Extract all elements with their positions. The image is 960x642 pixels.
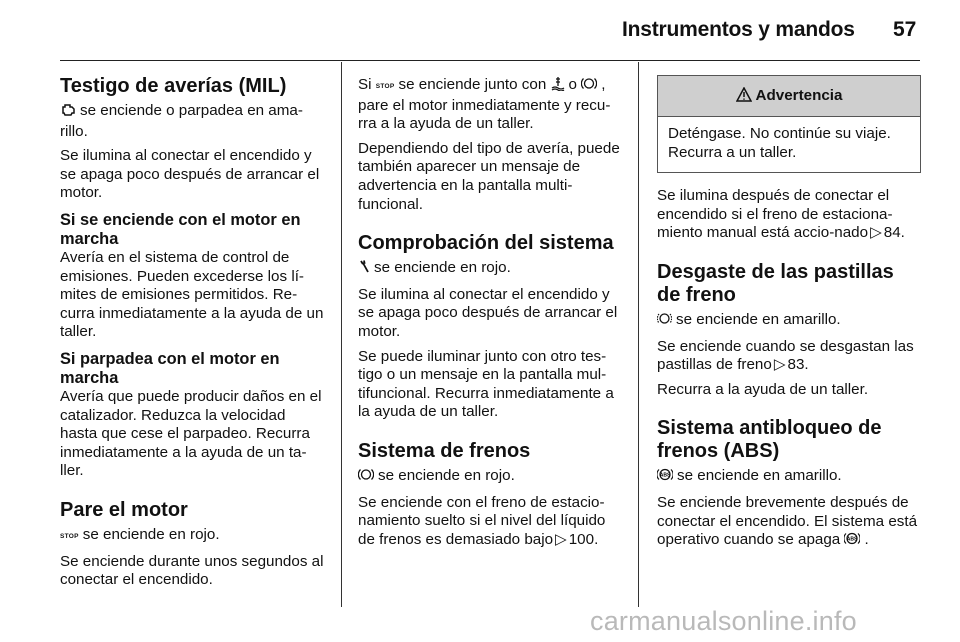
warning-header — [658, 76, 920, 117]
brake-warning-icon — [358, 467, 374, 488]
svg-text:ABS: ABS — [847, 536, 858, 543]
warning-box — [657, 75, 921, 173]
brake-system-heading: Sistema de frenos — [358, 439, 531, 462]
brake-pads-paragraph-1: se enciende en amarillo. — [657, 311, 921, 332]
system-check-heading: Comprobación del sistema — [358, 232, 614, 255]
stop-icon: STOP — [60, 532, 79, 540]
abs-paragraph-2: Se enciende brevemente después de conectar el encendido. El sistema está operativo cuando se apaga ABS . — [657, 494, 921, 552]
abs-heading: Sistema antibloqueo de frenos (ABS) — [657, 417, 882, 463]
column-1 — [60, 75, 326, 596]
warning-triangle-icon — [736, 78, 752, 118]
warning-title: Advertencia — [755, 87, 843, 104]
parking-brake-paragraph: Se ilumina después de conectar el encendido si el freno de estaciona-miento manual está accio-nado ▷ 84. — [657, 187, 905, 242]
engine-check-icon — [60, 103, 76, 123]
svg-text:ABS: ABS — [659, 472, 671, 479]
mil-paragraph-1: se enciende o parpadea en ama-rillo. — [60, 102, 303, 140]
column-divider-2 — [638, 62, 639, 607]
page-reference-arrow-icon: ▷ — [773, 356, 786, 374]
abs-icon — [657, 467, 673, 488]
system-check-paragraph-3: Se puede iluminar junto con otro tes-tigo o un mensaje en la pantalla mul-tifuncional. Recurra inmediatamente a la ayuda de un taller. — [358, 347, 614, 421]
blinking-paragraph: Avería que puede producir daños en el catalizador. Reduzca la velocidad hasta que cese el parpadeo. Recurra inmediatamente a la ayuda de un ta-ller. — [60, 387, 322, 480]
stop-combo-paragraph: Si STOP se enciende junto con o , pare el motor inmediatamente y recu-rra a la ayuda de un taller. — [358, 76, 611, 133]
column-3 — [657, 75, 921, 558]
blinking-heading: Si parpadea con el motor en marcha — [60, 349, 280, 387]
mil-heading: Testigo de averías (MIL) — [60, 75, 287, 97]
system-check-paragraph-2: Se ilumina al conectar el encendido y se apaga poco después de arrancar el motor. — [358, 285, 618, 340]
brake-pads-heading: Desgaste de las pastillas de freno — [657, 260, 894, 306]
system-check-paragraph-1: se enciende en rojo. — [358, 259, 624, 280]
stop-engine-heading: Pare el motor — [60, 498, 188, 521]
column-2 — [358, 76, 624, 555]
abs-icon — [844, 531, 860, 552]
stop-icon: STOP — [375, 83, 395, 90]
stop-paragraph-2: Se enciende durante unos segundos al conectar el encendido. — [60, 552, 324, 589]
brake-system-paragraph-1: se enciende en rojo. — [358, 467, 624, 488]
header-divider — [60, 60, 920, 61]
abs-paragraph-1: ABS se enciende en amarillo. — [657, 467, 921, 488]
coolant-temperature-icon — [551, 76, 565, 97]
page-reference-arrow-icon: ▷ — [870, 224, 882, 242]
section-title: Instrumentos y mandos — [622, 18, 855, 41]
stop-paragraph-1: STOP se enciende en rojo. — [60, 526, 326, 547]
page-reference-arrow-icon: ▷ — [555, 530, 567, 548]
brake-system-paragraph-2: Se enciende con el freno de estacio-namiento suelto si el nivel del líquido de frenos es demasiado bajo ▷ 100. — [358, 493, 606, 548]
watermark: carmanualsonline.info — [590, 606, 857, 636]
wrench-icon — [358, 260, 370, 280]
running-on-paragraph: Avería en el sistema de control de emisiones. Pueden excederse los lí-mites de emisiones permitidos. Re-curra inmediatamente a la ayuda de un taller. — [60, 248, 324, 341]
page-number: 57 — [893, 18, 917, 41]
brake-pads-paragraph-2: Se enciende cuando se desgastan las pastillas de freno ▷ 83. — [657, 337, 914, 374]
fault-type-paragraph: Dependiendo del tipo de avería, puede también aparecer un mensaje de advertencia en la pantalla multi-funcional. — [358, 139, 620, 213]
warning-body: Deténgase. No continúe su viaje. Recurra a un taller. — [668, 125, 891, 161]
brake-pads-paragraph-3: Recurra a la ayuda de un taller. — [657, 380, 869, 398]
brake-warning-icon — [581, 76, 597, 97]
brake-pad-icon — [657, 311, 672, 332]
mil-paragraph-2: Se ilumina al conectar el encendido y se apaga poco después de arrancar el motor. — [60, 147, 320, 202]
column-divider-1 — [341, 62, 342, 607]
running-on-heading: Si se enciende con el motor en marcha — [60, 210, 301, 248]
